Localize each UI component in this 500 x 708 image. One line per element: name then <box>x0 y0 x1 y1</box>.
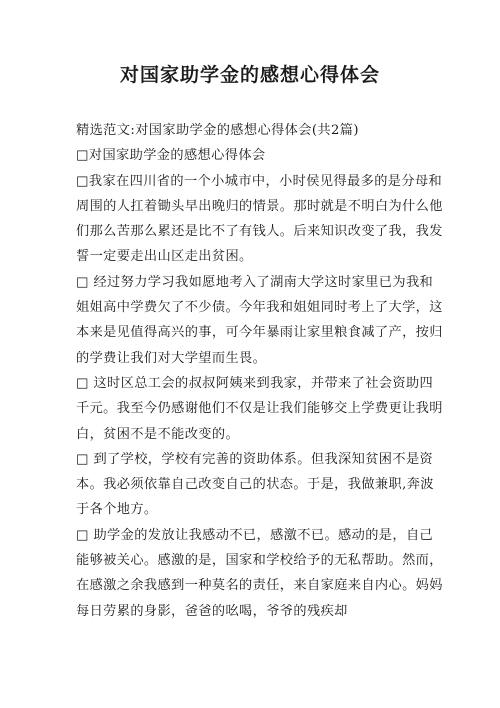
paragraph: □ 经过努力学习我如愿地考入了湖南大学这时家里已为我和姐姐高中学费欠了不少债。今年我和姐姐同时考上了大学，这本来是见值得高兴的事，可今年暴雨让家里粮食减了产，按归的学费让我们对大学望而生畏。 <box>76 274 443 366</box>
paragraph: □ 助学金的发放让我感动不已，感激不已。感动的是，自己能够被关心。感激的是，国家和学校给予的无私帮助。然而，在感激之余我感到一种莫名的责任，来自家庭来自内心。妈妈每日劳累的身影，爸爸的吆喝，爷爷的残疾却 <box>76 527 443 619</box>
paragraph: □ 这时区总工会的叔叔阿姨来到我家，并带来了社会资助四千元。我至今仍感谢他们不仅是让我们能够交上学费更让我明白，贫困不是不能改变的。 <box>76 375 443 442</box>
section-heading: □对国家助学金的感想心得体会 <box>76 148 266 164</box>
paragraph: □ 到了学校，学校有完善的资助体系。但我深知贫困不是资本。我必须依靠自己改变自己的状态。于是，我做兼职,奔波于各个地方。 <box>76 451 434 518</box>
intro-line: 精选范文:对国家助学金的感想心得体会(共2篇) <box>76 123 359 138</box>
paragraph: □我家在四川省的一个小城市中，小时侯见得最多的是分母和周围的人扛着锄头早出晚归的情景。那时就是不明白为什么他们那么苦那么累还是比不了有钱人。后来知识改变了我，我发誓一定要走出山区走出贫困。 <box>76 173 443 265</box>
document-title: 对国家助学金的感想心得体会 <box>119 64 380 86</box>
document-body <box>76 118 446 624</box>
